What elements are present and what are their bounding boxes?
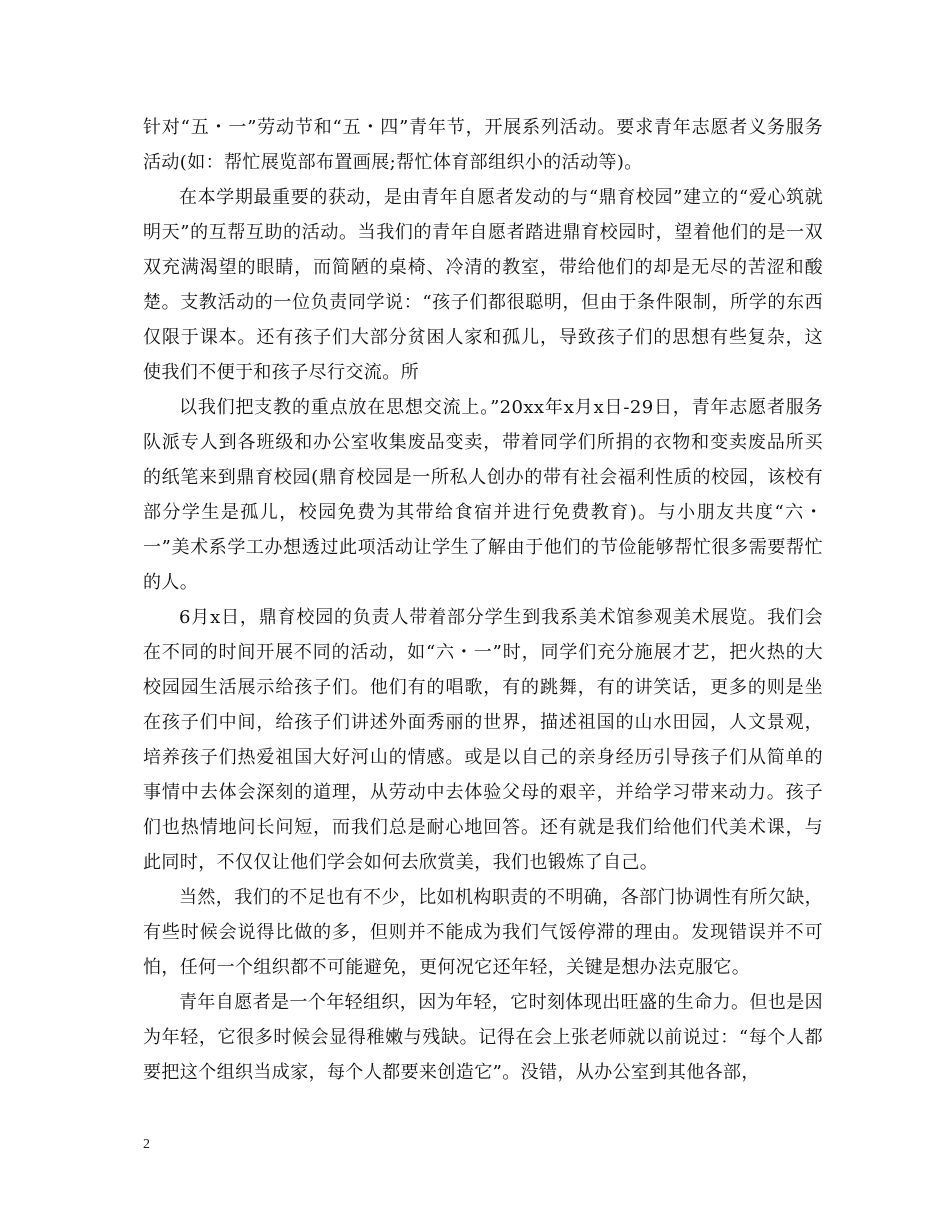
- paragraph-1: 针对“五・一”劳动节和“五・四”青年节，开展系列活动。要求青年志愿者义务服务活动(如：帮忙展览部布置画展;帮忙体育部组织小的活动等)。: [143, 117, 823, 173]
- document-body: [143, 110, 823, 1090]
- paragraph-5: 当然，我们的不足也有不少，比如机构职责的不明确，各部门协调性有所欠缺，有些时候会说得比做的多，但则并不能成为我们气馁停滞的理由。发现错误并不可怕，任何一个组织都不可能避免，更何况它还年轻，关键是想办法克服它。: [143, 887, 823, 978]
- paragraph-6: 青年自愿者是一个年轻组织，因为年轻，它时刻体现出旺盛的生命力。但也是因为年轻，它很多时候会显得稚嫩与残缺。记得在会上张老师就以前说过：“每个人都要把这个组织当成家，每个人都要来创造它”。没错，从办公室到其他各部，: [143, 992, 823, 1083]
- paragraph-3: 以我们把支教的重点放在思想交流上。”20xx年x月x日-29日，青年志愿者服务队派专人到各班级和办公室收集废品变卖，带着同学们所捐的衣物和变卖废品所买的纸笔来到鼎育校园(鼎育校园是一所私人创办的带有社会福利性质的校园，该校有部分学生是孤儿，校园免费为其带给食宿并进行免费教育)。与小朋友共度“六・一”美术系学工办想透过此项活动让学生了解由于他们的节俭能够帮忙很多需要帮忙的人。: [143, 397, 823, 593]
- paragraph-4: 6月x日，鼎育校园的负责人带着部分学生到我系美术馆参观美术展览。我们会在不同的时间开展不同的活动，如“六・一”时，同学们充分施展才艺，把火热的大校园园生活展示给孩子们。他们有的唱歌，有的跳舞，有的讲笑话，更多的则是坐在孩子们中间，给孩子们讲述外面秀丽的世界，描述祖国的山水田园，人文景观，培养孩子们热爱祖国大好河山的情感。或是以自己的亲身经历引导孩子们从简单的事情中去体会深刻的道理，从劳动中去体验父母的艰辛，并给学习带来动力。孩子们也热情地问长问短，而我们总是耐心地回答。还有就是我们给他们代美术课，与此同时，不仅仅让他们学会如何去欣赏美，我们也锻炼了自己。: [143, 607, 823, 873]
- paragraph-2: 在本学期最重要的获动，是由青年自愿者发动的与“鼎育校园”建立的“爱心筑就明天”的互帮互助的活动。当我们的青年自愿者踏进鼎育校园时，望着他们的是一双双充满渴望的眼睛，而简陋的桌椅、冷清的教室，带给他们的却是无尽的苦涩和酸楚。支教活动的一位负责同学说：“孩子们都很聪明，但由于条件限制，所学的东西仅限于课本。还有孩子们大部分贫困人家和孤儿，导致孩子们的思想有些复杂，这使我们不便于和孩子尽行交流。所: [143, 187, 823, 383]
- page-number: 2: [143, 1137, 150, 1152]
